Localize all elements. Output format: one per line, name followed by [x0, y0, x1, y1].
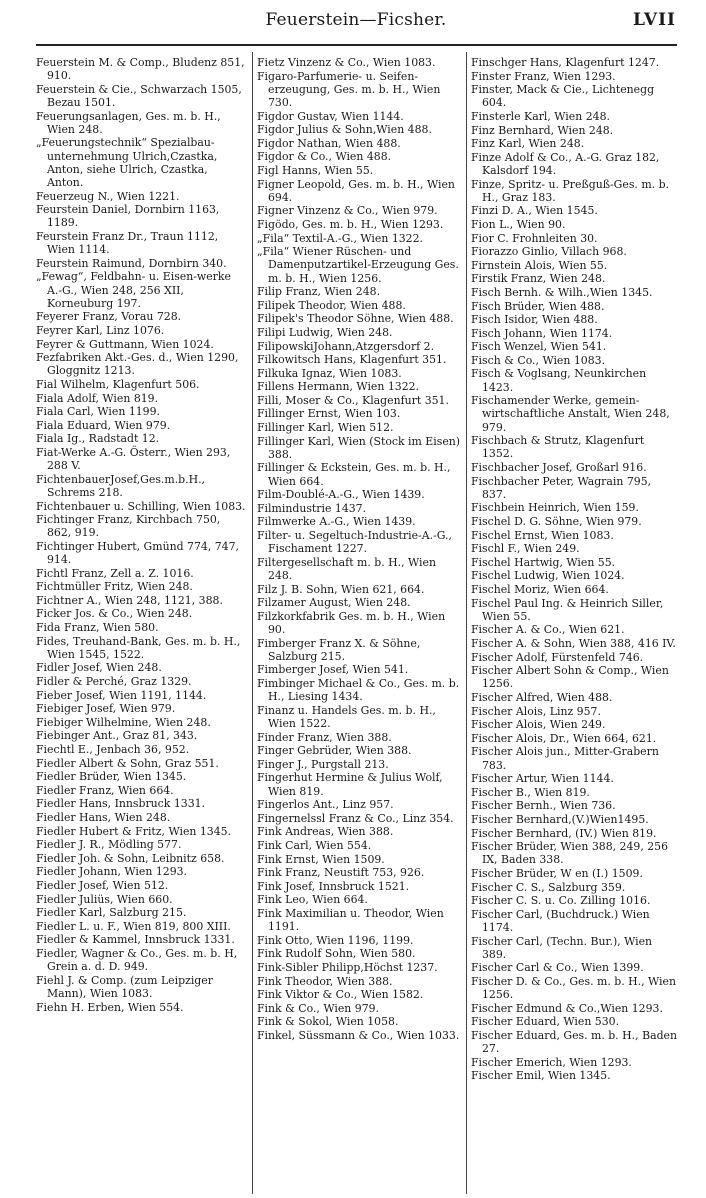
directory-entry: Fischer Alois, Linz 957. — [471, 704, 601, 718]
directory-entry: Fiedler J. R., Mödling 577. — [36, 838, 182, 852]
directory-entry: Fischer Emerich, Wien 1293. — [471, 1055, 632, 1069]
directory-entry: Figödo, Ges. m. b. H., Wien 1293. — [257, 217, 444, 231]
directory-entry: Feuerzeug N., Wien 1221. — [36, 189, 180, 203]
directory-entry: Fischamender Werke, gemein-wirtschaftliche Anstalt, Wien 248, 979. — [471, 394, 670, 434]
directory-entry: FichtenbauerJosef,Ges.m.b.H., Schrems 218. — [36, 472, 206, 499]
directory-entry: Fischer D. & Co., Ges. m. b. H., Wien 1256. — [471, 974, 676, 1002]
directory-entry: Ficker Jos. & Co., Wien 248. — [36, 607, 193, 621]
directory-entry: Fiedler Joh. & Sohn, Leibnitz 658. — [36, 851, 225, 865]
directory-entry: Fink Ernst, Wien 1509. — [257, 852, 385, 866]
directory-entry: Fiedler Franz, Wien 664. — [36, 783, 174, 797]
directory-entry: Fior C. Frohnleiten 30. — [471, 231, 598, 245]
directory-entry: Fischel Ludwig, Wien 1024. — [471, 569, 625, 583]
directory-entry: Fischer Alfred, Wien 488. — [471, 691, 613, 704]
directory-entry: Finder Franz, Wien 388. — [257, 730, 392, 744]
directory-entry: Filipek's Theodor Söhne, Wien 488. — [257, 312, 454, 326]
directory-entry: Fillinger Karl, Wien 512. — [257, 421, 394, 435]
directory-entry: Fiedler Hubert & Fritz, Wien 1345. — [36, 824, 232, 838]
directory-entry: Figner Leopold, Ges. m. b. H., Wien 694. — [257, 177, 455, 204]
directory-entry: FilipowskiJohann,Atzgersdorf 2. — [257, 339, 435, 353]
directory-entry: Filz J. B. Sohn, Wien 621, 664. — [257, 582, 425, 596]
directory-entry: Fidler & Perché, Graz 1329. — [36, 675, 192, 689]
directory-entry: Fimberger Franz X. & Söhne, Salzburg 215. — [257, 636, 421, 663]
directory-entry: Fink & Co., Wien 979. — [257, 1001, 380, 1015]
directory-entry: Fiehl J. & Comp. (zum Leipziger Mann), Wien 1083. — [36, 973, 213, 1000]
directory-entry: Fischbein Heinrich, Wien 159. — [471, 501, 639, 515]
directory-entry: Figner Vinzenz & Co., Wien 979. — [257, 204, 438, 218]
directory-entry: Fischer Carl, (Buchdruck.) Wien 1174. — [471, 907, 650, 934]
directory-entry: Fischer A. & Co., Wien 621. — [471, 623, 625, 637]
directory-entry: Fischbacher Josef, Großarl 916. — [471, 461, 647, 475]
directory-entry: Fink Josef, Innsbruck 1521. — [257, 879, 410, 893]
directory-entry: Fischer Bernh., Wien 736. — [471, 799, 616, 813]
directory-entry: Fiedler Johann, Wien 1293. — [36, 865, 188, 879]
directory-entry: Fink Andreas, Wien 388. — [257, 825, 394, 839]
directory-entry: Fichtinger Hubert, Gmünd 774, 747, 914. — [36, 539, 239, 567]
directory-entry: Fiedler L. u. F., Wien 819, 800 XIII. — [36, 919, 231, 933]
directory-entry: Fingernelssl Franz & Co., Linz 354. — [257, 811, 454, 825]
directory-entry: Fischer Alois, Wien 249. — [471, 718, 606, 732]
directory-entry: Finkel, Süssmann & Co., Wien 1033. — [257, 1028, 460, 1042]
page-number: LVII — [632, 10, 676, 30]
directory-entry: Film-Doublé-A.-G., Wien 1439. — [257, 488, 425, 502]
directory-entry: Fichtinger Franz, Kirchbach 750, 862, 919. — [36, 513, 221, 540]
directory-entry: Fisch Bernh. & Wilh.,Wien 1345. — [471, 285, 653, 299]
directory-entry: Finze Adolf & Co., A.-G. Graz 182, Kalsdorf 194. — [471, 150, 660, 177]
directory-entry: Fimberger Josef, Wien 541. — [257, 663, 409, 677]
directory-entry: Fisch & Voglsang, Neunkirchen 1423. — [471, 367, 647, 394]
directory-entry: Fiala Adolf, Wien 819. — [36, 391, 159, 405]
directory-entry: Filzamer August, Wien 248. — [257, 596, 411, 610]
directory-entry: Fink Rudolf Sohn, Wien 580. — [257, 947, 416, 961]
directory-entry: Fischer Bernhard,(V.)Wien1495. — [471, 812, 649, 826]
directory-entry: Fink-Sibler Philipp,Höchst 1237. — [257, 960, 438, 974]
directory-entry: Fink Leo, Wien 664. — [257, 893, 368, 907]
directory-entry: Fischer Brüder, Wien 388, 249, 256 IX, Baden 338. — [471, 840, 669, 867]
directory-entry: Feurstein Raimund, Dornbirn 340. — [36, 256, 227, 270]
directory-entry: Fisch Wenzel, Wien 541. — [471, 340, 607, 354]
directory-entry: Filkowitsch Hans, Klagenfurt 351. — [257, 353, 447, 367]
directory-entry: Fischbacher Peter, Wagrain 795, 837. — [471, 474, 652, 501]
directory-entry: Filtergesellschaft m. b. H., Wien 248. — [257, 555, 437, 583]
directory-entry: Feurstein Franz Dr., Traun 1112, Wien 1114. — [36, 229, 219, 257]
directory-entry: Fink Maximilian u. Theodor, Wien 1191. — [257, 906, 444, 934]
directory-column-3 — [471, 56, 677, 1198]
directory-entry: Filter- u. Segeltuch-Industrie-A.-G., Fischament 1227. — [257, 529, 452, 556]
directory-entry: Fink & Sokol, Wien 1058. — [257, 1015, 399, 1029]
directory-entry: Fischer Alois jun., Mitter-Grabern 783. — [471, 745, 659, 772]
directory-entry: Finz Karl, Wien 248. — [471, 137, 585, 151]
directory-entry: Fiedler Josef, Wien 512. — [36, 878, 169, 892]
directory-column-2 — [257, 56, 462, 1198]
directory-entry: Fiebiger Josef, Wien 979. — [36, 702, 176, 716]
directory-entry: Finschger Hans, Klagenfurt 1247. — [471, 56, 660, 69]
directory-column-1 — [36, 56, 246, 1198]
directory-entry: Fischer Edmund & Co.,Wien 1293. — [471, 1001, 663, 1015]
directory-entry: Fides, Treuhand-Bank, Ges. m. b. H., Wien 1545, 1522. — [36, 634, 241, 661]
directory-entry: Filzkorkfabrik Ges. m. b. H., Wien 90. — [257, 609, 446, 637]
directory-entry: Fisch & Co., Wien 1083. — [471, 353, 606, 367]
directory-entry: Fink Franz, Neustift 753, 926. — [257, 866, 425, 880]
directory-entry: Finster, Mack & Cie., Lichtenegg 604. — [471, 83, 655, 110]
directory-entry: Fischer Alois, Dr., Wien 664, 621. — [471, 731, 657, 745]
directory-entry: Fischer Eduard, Ges. m. b. H., Baden 27. — [471, 1028, 677, 1056]
directory-entry: Firnstein Alois, Wien 55. — [471, 258, 608, 272]
directory-entry: „Fewag“, Feldbahn- u. Eisen-werke A.-G., Wien 248, 256 XII, Korneuburg 197. — [36, 270, 231, 310]
directory-entry: Feuerstein & Cie., Schwarzach 1505, Bezau 1501. — [36, 82, 242, 109]
directory-entry: Fischer Brüder, W en (I.) 1509. — [471, 866, 643, 880]
directory-entry: „Fila“ Textil-A.-G., Wien 1322. — [257, 231, 424, 245]
directory-entry: Fiala Carl, Wien 1199. — [36, 405, 160, 419]
directory-entry: Fion L., Wien 90. — [471, 217, 566, 231]
directory-entry: Fischer B., Wien 819. — [471, 785, 590, 799]
directory-entry: Fingerlos Ant., Linz 957. — [257, 798, 394, 812]
header-rule — [36, 44, 677, 46]
directory-entry: Filip Franz, Wien 248. — [257, 285, 381, 299]
directory-entry: Fieber Josef, Wien 1191, 1144. — [36, 688, 207, 702]
directory-entry: Figdor Gustav, Wien 1144. — [257, 109, 404, 123]
directory-entry: Fiala Eduard, Wien 979. — [36, 418, 171, 432]
directory-entry: Fischer A. & Sohn, Wien 388, 416 IV. — [471, 637, 676, 651]
directory-entry: Firstik Franz, Wien 248. — [471, 272, 606, 286]
directory-entry: Fiedler Albert & Sohn, Graz 551. — [36, 756, 219, 770]
page-header — [36, 6, 676, 40]
directory-entry: Fischel Hartwig, Wien 55. — [471, 555, 616, 569]
directory-entry: Feyerer Franz, Vorau 728. — [36, 310, 182, 324]
directory-entry: Fischel Moriz, Wien 664. — [471, 583, 609, 597]
directory-entry: Fischer Bernhard, (IV.) Wien 819. — [471, 826, 657, 840]
directory-entry: Feuerstein M. & Comp., Bludenz 851, 910. — [36, 56, 245, 83]
directory-entry: Fiedler Karl, Salzburg 215. — [36, 906, 187, 920]
directory-entry: Fischer Carl & Co., Wien 1399. — [471, 961, 644, 975]
directory-entry: Finster Franz, Wien 1293. — [471, 69, 616, 83]
directory-entry: Filli, Moser & Co., Klagenfurt 351. — [257, 393, 449, 407]
page-title: Feuerstein—Ficsher. — [265, 10, 447, 30]
directory-entry: Feyrer Karl, Linz 1076. — [36, 323, 165, 337]
directory-entry: Fiedler Hans, Innsbruck 1331. — [36, 797, 206, 811]
directory-entry: Fillinger Ernst, Wien 103. — [257, 407, 401, 421]
directory-entry: Fisch Brüder, Wien 488. — [471, 299, 605, 313]
directory-entry: Fink Carl, Wien 554. — [257, 838, 372, 852]
directory-entry: Fiedler Hans, Wien 248. — [36, 811, 171, 824]
directory-entry: Feurstein Daniel, Dornbirn 1163, 1189. — [36, 203, 220, 230]
directory-entry: Fiedler, Wagner & Co., Ges. m. b. H, Grein a. d. D. 949. — [36, 946, 238, 974]
directory-entry: Figdor Nathan, Wien 488. — [257, 136, 401, 150]
directory-entry: Fischer Emil, Wien 1345. — [471, 1069, 611, 1083]
directory-entry: Fink Otto, Wien 1196, 1199. — [257, 933, 414, 947]
directory-entry: Fischbach & Strutz, Klagenfurt 1352. — [471, 434, 645, 461]
directory-entry: Fiebinger Ant., Graz 81, 343. — [36, 729, 198, 743]
directory-entry: Filmindustrie 1437. — [257, 501, 367, 515]
directory-entry: Fichtner A., Wien 248, 1121, 388. — [36, 593, 223, 607]
directory-entry: „Fila“ Wiener Rüschen- und Damenputzartikel-Erzeugung Ges. m. b. H., Wien 1256. — [257, 245, 459, 285]
directory-entry: Fisch Johann, Wien 1174. — [471, 326, 613, 340]
directory-entry: „Feuerungstechnik“ Spezialbau-unternehmung Ulrich,Czastka, Anton, siehe Ulrich, Czastka, Anton. — [36, 136, 218, 189]
column-divider-1 — [252, 52, 253, 1194]
directory-entry: Fietz Vinzenz & Co., Wien 1083. — [257, 56, 436, 69]
directory-entry: Fichtmüller Fritz, Wien 248. — [36, 580, 193, 594]
directory-entry: Fingerhut Hermine & Julius Wolf, Wien 819. — [257, 771, 443, 798]
directory-entry: Feyrer & Guttmann, Wien 1024. — [36, 337, 214, 351]
directory-entry: Fischel Ernst, Wien 1083. — [471, 528, 614, 542]
directory-entry: Figl Hanns, Wien 55. — [257, 163, 374, 177]
directory-entry: Fiedler Brüder, Wien 1345. — [36, 770, 187, 784]
directory-entry: Filipek Theodor, Wien 488. — [257, 298, 406, 312]
directory-entry: Feuerungsanlagen, Ges. m. b. H., Wien 248. — [36, 109, 221, 136]
directory-entry: Fiebiger Wilhelmine, Wien 248. — [36, 715, 211, 729]
directory-entry: Fichtenbauer u. Schilling, Wien 1083. — [36, 499, 246, 513]
directory-entry: Fida Franz, Wien 580. — [36, 621, 159, 635]
directory-entry: Fischel D. G. Söhne, Wien 979. — [471, 515, 642, 529]
directory-entry: Fiehn H. Erben, Wien 554. — [36, 1000, 184, 1014]
directory-entry: Fiechtl E., Jenbach 36, 952. — [36, 743, 190, 757]
directory-entry: Finsterle Karl, Wien 248. — [471, 109, 610, 123]
directory-entry: Fiedler Juliüs, Wien 660. — [36, 892, 173, 906]
directory-entry: Fezfabriken Akt.-Ges. d., Wien 1290, Gloggnitz 1213. — [36, 351, 239, 378]
directory-entry: Fiat-Werke A.-G. Österr., Wien 293, 288 V. — [36, 445, 231, 473]
directory-entry: Fiala Ig., Radstadt 12. — [36, 432, 160, 446]
directory-entry: Fillinger Karl, Wien (Stock im Eisen) 388. — [257, 434, 461, 461]
directory-entry: Fischer Albert Sohn & Comp., Wien 1256. — [471, 664, 669, 691]
directory-entry: Finger J., Purgstall 213. — [257, 757, 389, 771]
directory-entry: Fiorazzo Ginlio, Villach 968. — [471, 245, 627, 259]
directory-entry: Fial Wilhelm, Klagenfurt 506. — [36, 377, 200, 391]
directory-entry: Finz Bernhard, Wien 248. — [471, 123, 614, 137]
directory-entry: Fischer Eduard, Wien 530. — [471, 1015, 620, 1029]
directory-entry: Fisch Isidor, Wien 488. — [471, 313, 598, 327]
directory-entry: Fiedler & Kammel, Innsbruck 1331. — [36, 933, 235, 947]
directory-entry: Filipi Ludwig, Wien 248. — [257, 325, 393, 339]
directory-entry: Fischer Adolf, Fürstenfeld 746. — [471, 650, 644, 664]
directory-entry: Fischer C. S., Salzburg 359. — [471, 880, 626, 894]
directory-entry: Filkuka Ignaz, Wien 1083. — [257, 366, 402, 380]
directory-entry: Fichtl Franz, Zell a. Z. 1016. — [36, 566, 194, 580]
directory-entry: Fischer Carl, (Techn. Bur.), Wien 389. — [471, 934, 653, 961]
directory-entry: Figaro-Parfumerie- u. Seifen-erzeugung, Ges. m. b. H., Wien 730. — [257, 69, 441, 109]
column-divider-2 — [466, 52, 467, 1194]
directory-entry: Fidler Josef, Wien 248. — [36, 661, 162, 675]
directory-entry: Figdor Julius & Sohn,Wien 488. — [257, 123, 432, 137]
directory-entry: Figdor & Co., Wien 488. — [257, 150, 392, 164]
directory-entry: Fischel Paul Ing. & Heinrich Siller, Wien 55. — [471, 596, 664, 623]
directory-entry: Finze, Spritz- u. Preßguß-Ges. m. b. H., Graz 183. — [471, 177, 670, 204]
directory-entry: Finzi D. A., Wien 1545. — [471, 204, 598, 218]
directory-entry: Fillinger & Eckstein, Ges. m. b. H., Wien 664. — [257, 461, 451, 488]
directory-entry: Fillens Hermann, Wien 1322. — [257, 380, 420, 394]
directory-entry: Fimbinger Michael & Co., Ges. m. b. H., Liesing 1434. — [257, 677, 460, 704]
directory-entry: Filmwerke A.-G., Wien 1439. — [257, 515, 416, 529]
directory-entry: Fischer C. S. u. Co. Zilling 1016. — [471, 894, 651, 908]
directory-entry: Fink Theodor, Wien 388. — [257, 974, 393, 988]
directory-entry: Finger Gebrüder, Wien 388. — [257, 744, 412, 758]
directory-entry: Finanz u. Handels Ges. m. b. H., Wien 1522. — [257, 703, 436, 731]
directory-entry: Fischl F., Wien 249. — [471, 542, 580, 556]
directory-entry: Fink Viktor & Co., Wien 1582. — [257, 988, 424, 1002]
directory-entry: Fischer Artur, Wien 1144. — [471, 772, 614, 786]
